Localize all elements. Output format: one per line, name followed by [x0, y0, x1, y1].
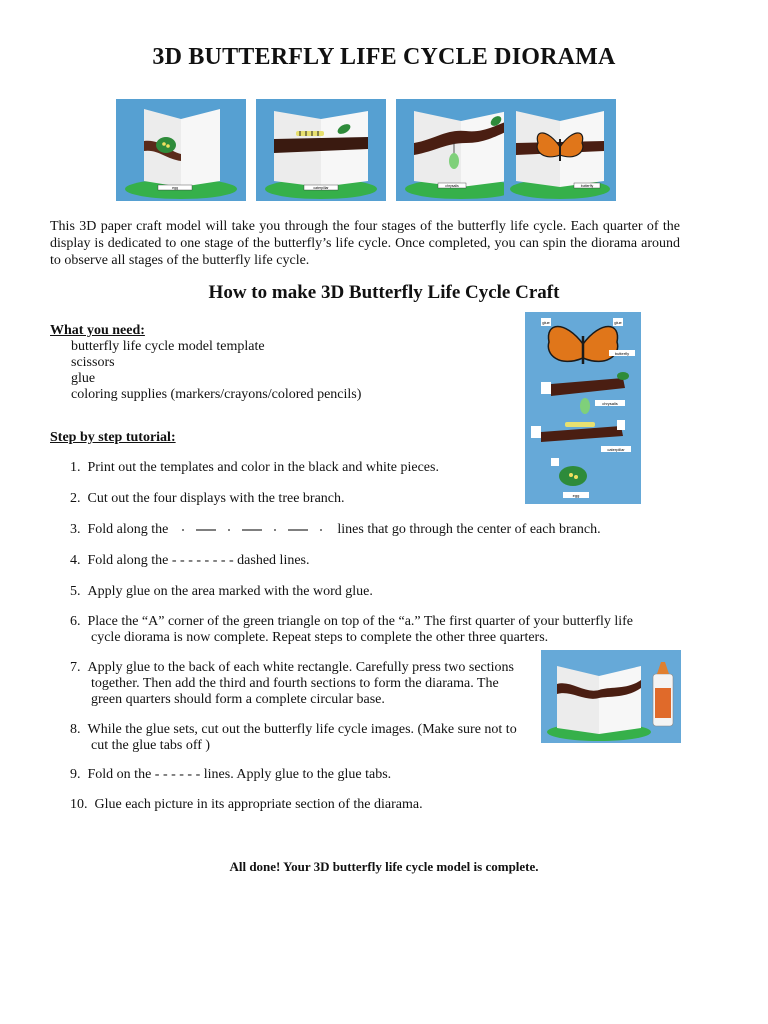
supply-item: butterfly life cycle model template: [71, 339, 265, 354]
step-text-before: Fold along the: [87, 522, 169, 537]
step-5: [70, 584, 373, 600]
tutorial-heading: Step by step tutorial:: [50, 430, 176, 445]
step-text: Fold on the - - - - - - lines. Apply glue to the glue tabs.: [87, 767, 392, 782]
step-number: 1.: [70, 460, 81, 475]
step-text: Place the “A” corner of the green triangle on top of the “a.” The first quarter of your butterfly life: [87, 614, 634, 629]
step-text: Apply glue on the area marked with the word glue.: [87, 584, 373, 599]
step-number: 2.: [70, 491, 81, 506]
step-8: [70, 722, 540, 754]
step-10: [70, 797, 423, 813]
step-number: 8.: [70, 722, 81, 737]
step-6: [70, 614, 670, 646]
page-title: 3D BUTTERFLY LIFE CYCLE DIORAMA: [152, 44, 616, 70]
step-text: While the glue sets, cut out the butterfly life cycle images. (Make sure not to: [87, 722, 517, 737]
step-9: [70, 767, 391, 783]
step-text-after: lines that go through the center of each branch.: [337, 522, 601, 537]
side-label-glue: glue: [614, 320, 622, 325]
photo-label-chrysalis: chrysalis: [445, 184, 459, 188]
photo-label-caterpillar: caterpillar: [313, 186, 329, 190]
section-title: How to make 3D Butterfly Life Cycle Craft: [208, 282, 560, 303]
side-label-chrysalis: chrysalis: [602, 401, 618, 406]
step-4: [70, 553, 310, 569]
step-number: 4.: [70, 553, 81, 568]
glue-assembly-photo: [541, 650, 681, 743]
supply-item: coloring supplies (markers/crayons/colored pencils): [71, 387, 362, 402]
step-number: 7.: [70, 660, 81, 675]
step-number: 5.: [70, 584, 81, 599]
step-text: Fold along the - - - - - - - - dashed lines.: [87, 553, 310, 568]
photo-label-egg: egg: [172, 186, 178, 190]
diorama-photo-butterfly: [504, 99, 616, 201]
step-number: 6.: [70, 614, 81, 629]
step-number: 3.: [70, 522, 81, 537]
what-you-need-heading: What you need:: [50, 323, 145, 338]
step-text: cut the glue tabs off ): [91, 738, 211, 753]
step-text: cycle diorama is now complete. Repeat steps to complete the other three quarters.: [91, 630, 549, 645]
step-text: Glue each picture in its appropriate section of the diarama.: [94, 797, 423, 812]
step-text: Apply glue to the back of each white rectangle. Carefully press two sections: [87, 660, 514, 675]
step-number: 10.: [70, 797, 88, 812]
side-label-egg: egg: [572, 493, 580, 498]
step-text: green quarters should form a complete circular base.: [91, 692, 385, 707]
step-text: Print out the templates and color in the black and white pieces.: [87, 460, 439, 475]
photo-label-butterfly: butterfly: [580, 184, 594, 188]
step-text: Cut out the four displays with the tree branch.: [87, 491, 345, 506]
side-label-glue: glue: [542, 320, 550, 325]
diorama-photo-strip: [116, 99, 616, 203]
template-pieces-photo: [525, 312, 641, 504]
side-label-caterpillar: caterpillar: [607, 447, 625, 452]
supply-item: glue: [71, 371, 96, 386]
step-text: together. Then add the third and fourth sections to form the diarama. The: [91, 676, 499, 691]
dash-dot-line-icon: [178, 526, 328, 534]
supplies-list: [71, 339, 361, 403]
closing-message: All done! Your 3D butterfly life cycle model is complete.: [229, 859, 539, 874]
diorama-photo-egg: [116, 99, 246, 201]
step-2: [70, 491, 345, 507]
step-1: [70, 460, 439, 476]
intro-paragraph: This 3D paper craft model will take you through the four stages of the butterfly life cycle. Each quarter of the display is dedicated to one stage of the butterfly’s life cycle. Once completed, you can spin the diorama around to observe all stages of the butterfly life cycle.: [50, 219, 680, 268]
step-7: [70, 660, 535, 708]
side-label-butterfly: butterfly: [614, 351, 630, 356]
step-3: [70, 522, 601, 538]
supply-item: scissors: [71, 355, 115, 370]
diorama-photo-caterpillar: [256, 99, 386, 201]
step-number: 9.: [70, 767, 81, 782]
